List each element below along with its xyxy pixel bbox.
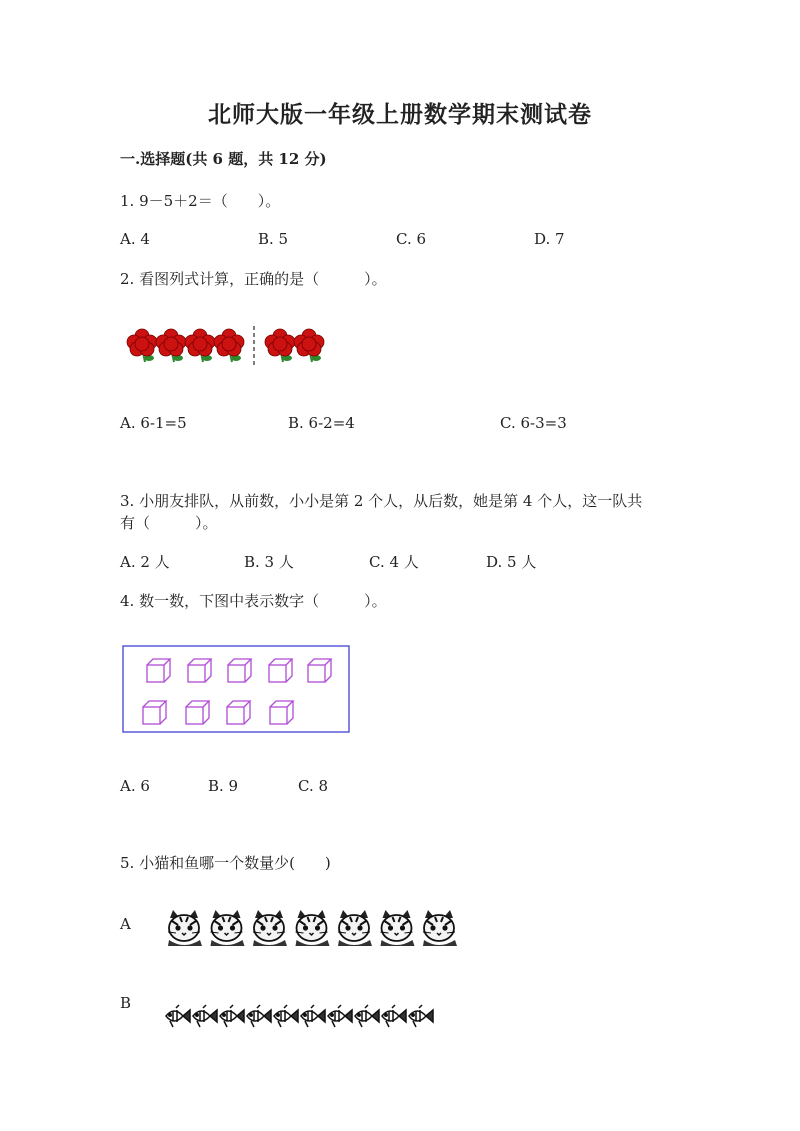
fish-icon — [409, 1005, 433, 1027]
cube-icon — [227, 701, 250, 724]
fish-icon — [328, 1005, 352, 1027]
q3-option-a[interactable]: A. 2 人 — [120, 553, 170, 571]
fish-icon — [220, 1005, 244, 1027]
q4-option-c[interactable]: C. 8 — [298, 777, 329, 795]
cat-icon — [211, 910, 245, 946]
q5-row-label-a: A — [120, 915, 131, 933]
q3-option-d[interactable]: D. 5 人 — [486, 553, 537, 571]
flowers-illustration — [120, 322, 330, 367]
question-1: 1. 9－5＋2＝（ ）。 — [120, 192, 281, 210]
cubes-box — [122, 645, 350, 733]
flower-icon — [294, 329, 324, 362]
cat-icon — [423, 910, 457, 946]
cat-icon — [168, 910, 202, 946]
q3-option-c[interactable]: C. 4 人 — [369, 553, 419, 571]
cat-icon — [381, 910, 415, 946]
cube-icon — [147, 659, 170, 682]
cube-icon — [269, 659, 292, 682]
q4-option-b[interactable]: B. 9 — [208, 777, 239, 795]
question-5: 5. 小猫和鱼哪一个数量少( ) — [120, 854, 331, 872]
q2-option-b[interactable]: B. 6-2=4 — [288, 414, 355, 432]
q1-option-a[interactable]: A. 4 — [120, 230, 150, 248]
cat-icon — [296, 910, 330, 946]
q2-option-c[interactable]: C. 6-3=3 — [500, 414, 567, 432]
fish-row — [164, 1002, 439, 1030]
q4-option-a[interactable]: A. 6 — [120, 777, 150, 795]
q3-option-b[interactable]: B. 3 人 — [244, 553, 294, 571]
flower-icon — [185, 329, 215, 362]
fish-icon — [274, 1005, 298, 1027]
cube-icon — [308, 659, 331, 682]
fish-icon — [382, 1005, 406, 1027]
section-heading: 一.选择题(共 6 题，共 12 分) — [120, 150, 327, 168]
q1-option-d[interactable]: D. 7 — [534, 230, 565, 248]
q1-option-b[interactable]: B. 5 — [258, 230, 289, 248]
q2-option-a[interactable]: A. 6-1=5 — [120, 414, 187, 432]
flower-icon — [127, 329, 157, 362]
question-4: 4. 数一数，下图中表示数字（ ）。 — [120, 592, 387, 610]
question-2: 2. 看图列式计算，正确的是（ ）。 — [120, 270, 387, 288]
flower-icon — [156, 329, 186, 362]
fish-icon — [355, 1005, 379, 1027]
flower-icon — [265, 329, 295, 362]
question-3-line-1: 3. 小朋友排队，从前数，小小是第 2 个人，从后数，她是第 4 个人，这一队共 — [120, 492, 643, 510]
cats-row — [164, 908, 468, 950]
question-3-line-2: 有（ ）。 — [120, 514, 218, 532]
fish-icon — [247, 1005, 271, 1027]
cat-icon — [338, 910, 372, 946]
cube-icon — [228, 659, 251, 682]
cat-icon — [253, 910, 287, 946]
fish-icon — [166, 1005, 190, 1027]
fish-icon — [301, 1005, 325, 1027]
cube-icon — [270, 701, 293, 724]
q1-option-c[interactable]: C. 6 — [396, 230, 427, 248]
cube-icon — [143, 701, 166, 724]
cube-icon — [188, 659, 211, 682]
page-title: 北师大版一年级上册数学期末测试卷 — [208, 101, 592, 128]
q5-row-label-b: B — [120, 994, 132, 1012]
cube-icon — [186, 701, 209, 724]
flower-icon — [214, 329, 244, 362]
fish-icon — [193, 1005, 217, 1027]
